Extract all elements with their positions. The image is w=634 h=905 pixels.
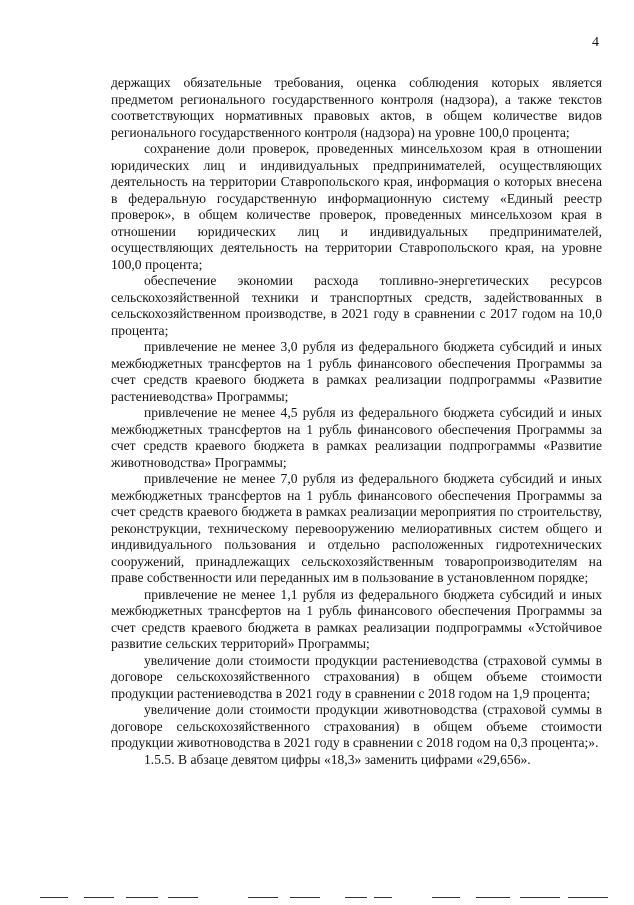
paragraph-9: увеличение доли стоимости продукции животноводства (страховой суммы в договоре сельскохозяйственного страхования) в общем объеме стоимости продукции животноводства в 2021 году в сравнении с 2018 годом на 0,3 процента;». xyxy=(111,702,602,750)
scan-mark xyxy=(290,897,320,898)
paragraph-5: привлечение не менее 4,5 рубля из федерального бюджета субсидий и иных межбюджетных трансфертов на 1 рубль финансового обеспечения Программы за счет средств краевого бюджета в рамках реализации подпрограммы «Развитие животноводства» Программы; xyxy=(111,405,602,470)
scan-mark xyxy=(248,897,278,898)
scan-mark xyxy=(374,897,392,898)
scan-mark xyxy=(126,897,158,898)
scan-marks xyxy=(0,897,634,901)
paragraph-3: обеспечение экономии расхода топливно-энергетических ресурсов сельскохозяйственной техники и транспортных средств, задействованных в сельскохозяйственном производстве, в 2021 году в сравнении с 2017 годом на 10,0 процента; xyxy=(111,273,602,338)
scan-mark xyxy=(40,897,68,898)
scan-mark xyxy=(520,897,560,898)
paragraph-6: привлечение не менее 7,0 рубля из федерального бюджета субсидий и иных межбюджетных трансфертов на 1 рубль финансового обеспечения Программы за счет средств краевого бюджета в рамках реализации мероприятия по строительству, реконструкции, техническому перевооружению мелиоративных систем общего и индивидуального пользования и отдельно расположенных гидротехнических сооружений, принадлежащих сельскохозяйственным товаропроизводителям на праве собственности или переданных им в пользование в установленном порядке; xyxy=(111,471,602,585)
document-body xyxy=(111,75,602,768)
paragraph-10: 1.5.5. В абзаце девятом цифры «18,3» заменить цифрами «29,656». xyxy=(144,751,531,767)
paragraph-8: увеличение доли стоимости продукции растениеводства (страховой суммы в договоре сельскохозяйственного страхования) в общем объеме стоимости продукции растениеводства в 2021 году в сравнении с 2018 годом на 1,9 процента; xyxy=(111,652,602,701)
scan-mark xyxy=(432,897,460,898)
scan-mark xyxy=(84,897,114,898)
paragraph-7: привлечение не менее 1,1 рубля из федерального бюджета субсидий и иных межбюджетных трансфертов на 1 рубль финансового обеспечения Программы за счет средств краевого бюджета в рамках реализации подпрограммы «Устойчивое развитие сельских территорий» Программы; xyxy=(111,586,602,651)
page-number: 4 xyxy=(592,35,599,50)
paragraph-2: сохранение доли проверок, проведенных минсельхозом края в отношении юридических лиц и индивидуальных предпринимателей, осуществляющих деятельность на территории Ставропольского края, информация о которых внесена в федеральную государственную информационную систему «Единый реестр проверок», в общем количестве проверок, проведенных минсельхозом края в отношении юридических лиц и индивидуальных предпринимателей, осуществляющих деятельность на территории Ставропольского края, на уровне 100,0 процента; xyxy=(111,141,602,272)
paragraph-4: привлечение не менее 3,0 рубля из федерального бюджета субсидий и иных межбюджетных трансфертов на 1 рубль финансового обеспечения Программы за счет средств краевого бюджета в рамках реализации подпрограммы «Развитие растениеводства» Программы; xyxy=(111,339,602,404)
scan-mark xyxy=(168,897,198,898)
scan-mark xyxy=(345,897,367,898)
scan-mark xyxy=(568,897,608,898)
scan-mark xyxy=(476,897,510,898)
paragraph-1: держащих обязательные требования, оценка соблюдения которых является предметом регионального государственного контроля (надзора), а также текстов соответствующих нормативных правовых актов, в общем количестве видов регионального государственного контроля (надзора) на уровне 100,0 процента; xyxy=(111,75,602,140)
